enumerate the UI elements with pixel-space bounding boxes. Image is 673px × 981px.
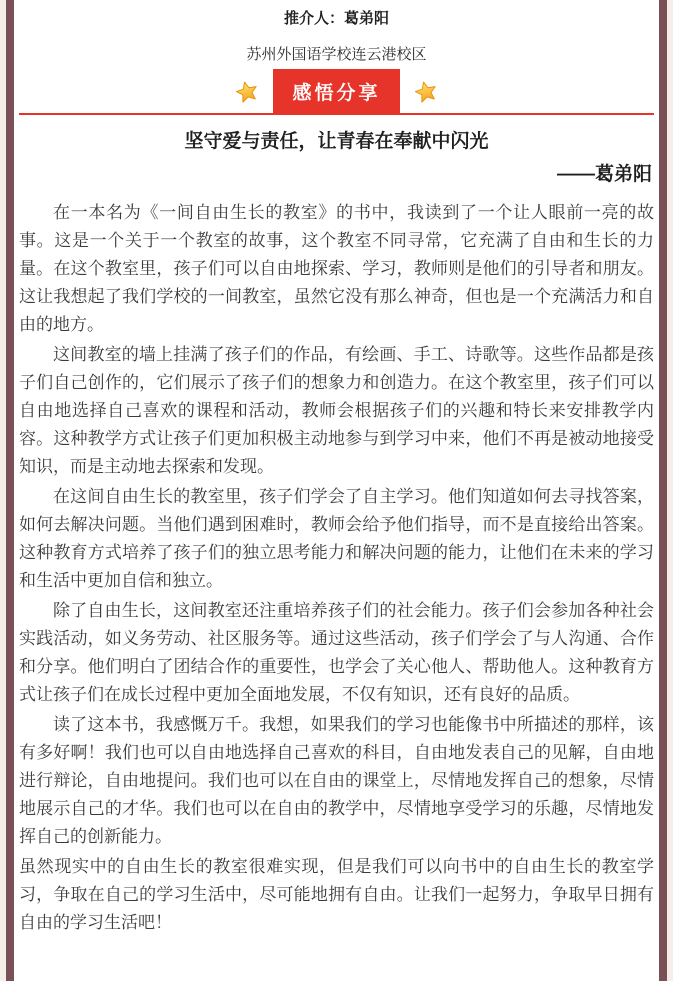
article-paragraph: 除了自由生长，这间教室还注重培养孩子们的社会能力。孩子们会参加各种社会实践活动，如义务劳动、社区服务等。通过这些活动，孩子们学会了与人沟通、合作和分享。他们明白了团结合作的重要性，也学会了关心他人、帮助他人。这种教育方式让孩子们在成长过程中更加全面地发展，不仅有知识，还有良好的品质。 [19, 601, 654, 704]
article-paragraph: 在这间自由生长的教室里，孩子们学会了自主学习。他们知道如何去寻找答案，如何去解决问题。当他们遇到困难时，教师会给予他们指导，而不是直接给出答案。这种教育方式培养了孩子们的独立思考能力和解决问题的能力，让他们在未来的学习和生活中更加自信和独立。 [19, 487, 654, 590]
article-body [19, 199, 654, 937]
star-icon [414, 80, 438, 104]
banner-badge-button[interactable]: 感悟分享 [273, 69, 399, 113]
recommender-line: 推介人：葛弟阳 [283, 10, 389, 27]
star-icon [235, 80, 259, 104]
article-paragraph: 这间教室的墙上挂满了孩子们的作品，有绘画、手工、诗歌等。这些作品都是孩子们自己创作的，它们展示了孩子们的想象力和创造力。在这个教室里，孩子们可以自由地选择自己喜欢的课程和活动，教师会根据孩子们的兴趣和特长来安排教学内容。这种教学方式让孩子们更加积极主动地参与到学习中来，他们不再是被动地接受知识，而是主动地去探索和发现。 [19, 345, 654, 476]
article-paragraph: 虽然现实中的自由生长的教室很难实现，但是我们可以向书中的自由生长的教室学习，争取在自己的学习生活中，尽可能地拥有自由。让我们一起努力，争取早日拥有自由的学习生活吧！ [19, 857, 654, 932]
article-paragraph: 读了这本书，我感慨万千。我想，如果我们的学习也能像书中所描述的那样，该有多好啊！我们也可以自由地选择自己喜欢的科目，自由地发表自己的见解，自由地进行辩论，自由地提问。我们也可以在自由的课堂上，尽情地发挥自己的想象，尽情地展示自己的才华。我们也可以在自由的教学中，尽情地享受学习的乐趣，尽情地发挥自己的创新能力。 [19, 715, 654, 846]
school-line: 苏州外国语学校连云港校区 [246, 46, 427, 63]
article-byline: ——葛弟阳 [556, 164, 652, 185]
article-paragraph: 在一本名为《一间自由生长的教室》的书中，我读到了一个让人眼前一亮的故事。这是一个关于一个教室的故事，这个教室不同寻常，它充满了自由和生长的力量。在这个教室里，孩子们可以自由地探索、学习，教师则是他们的引导者和朋友。这让我想起了我们学校的一间教室，虽然它没有那么神奇，但也是一个充满活力和自由的地方。 [19, 203, 654, 334]
article-title: 坚守爱与责任，让青春在奉献中闪光 [184, 131, 489, 152]
article-page [6, 0, 667, 981]
section-banner [19, 71, 654, 115]
